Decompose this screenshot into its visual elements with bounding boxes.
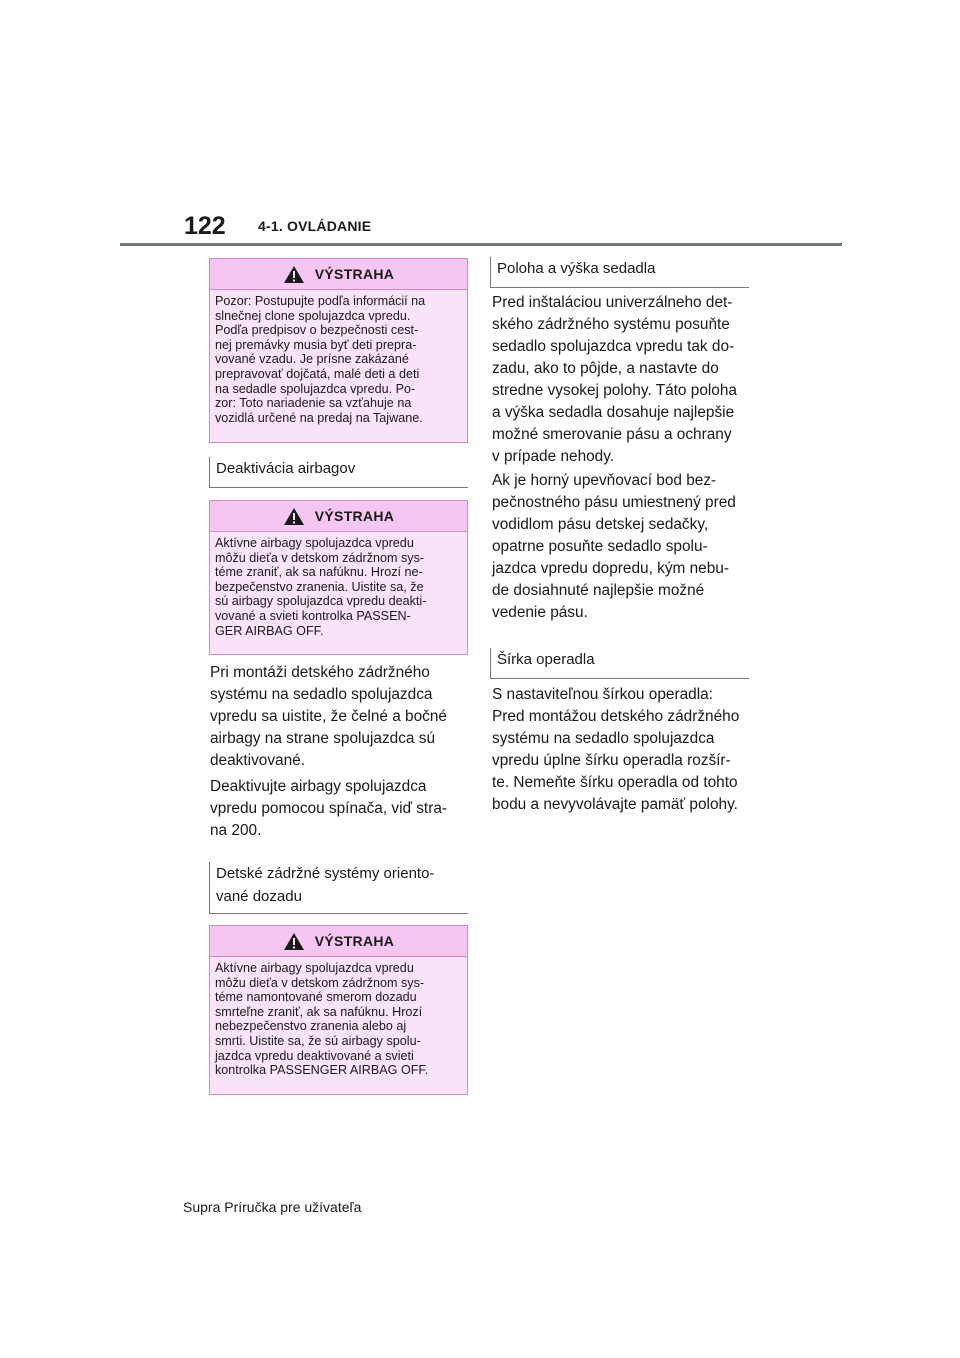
- text-line: kontrolka PASSENGER AIRBAG OFF.: [215, 1063, 429, 1078]
- text-line: GER AIRBAG OFF.: [215, 623, 324, 638]
- text-line: nej premávky musia byť deti prepra-: [215, 337, 417, 352]
- text-line: vané dozadu: [216, 888, 302, 905]
- text-line: pečnostného pásu umiestnený pred: [492, 494, 736, 511]
- warning-header: [210, 926, 467, 957]
- body-paragraph: [492, 292, 737, 468]
- text-line: prepravovať dojčatá, malé deti a deti: [215, 366, 420, 381]
- text-line: Detské zádržné systémy oriento-: [216, 865, 435, 882]
- section-heading: [209, 862, 468, 914]
- body-paragraph: [210, 776, 447, 842]
- text-line: môžu dieťa v detskom zádržnom sys-: [215, 975, 425, 990]
- text-line: airbagy na strane spolujazdca sú: [210, 730, 436, 747]
- section-heading: [490, 257, 749, 288]
- text-line: opatrne posuňte sedadlo spolu-: [492, 538, 708, 555]
- warning-text: [210, 290, 467, 431]
- warning-box: [209, 500, 468, 655]
- text-line: systému na sedadlo spolujazdca: [492, 730, 715, 747]
- text-line: systému na sedadlo spolujazdca: [210, 686, 433, 703]
- warning-title: VÝSTRAHA: [314, 508, 395, 524]
- text-line: stredne vysokej polohy. Táto poloha: [492, 382, 737, 399]
- text-line: vedenie pásu.: [492, 604, 588, 621]
- text-line: zor: Toto nariadenie sa vzťahuje na: [215, 396, 412, 411]
- text-line: môžu dieťa v detskom zádržnom sys-: [215, 550, 425, 565]
- section-heading: [490, 648, 749, 679]
- text-line: Pri montáži detského zádržného: [210, 664, 430, 681]
- text-line: smrti. Uistite sa, že sú airbagy spolu-: [215, 1033, 421, 1048]
- text-line: jazdca vpredu dopredu, kým nebu-: [492, 560, 729, 577]
- text-line: zadu, ako to pôjde, a nastavte do: [492, 360, 719, 377]
- text-line: téme zraniť, ak sa nafúknu. Hrozí ne-: [215, 565, 423, 580]
- text-line: a výška sedadla dosahuje najlepšie: [492, 404, 735, 421]
- text-line: Deaktivujte airbagy spolujazdca: [210, 778, 427, 795]
- text-line: na 200.: [210, 822, 262, 839]
- text-line: na sedadle spolujazdca vpredu. Po-: [215, 381, 416, 396]
- text-line: Pozor: Postupujte podľa informácií na: [215, 294, 426, 308]
- warning-text: [210, 957, 467, 1084]
- text-line: deaktivované.: [210, 752, 305, 769]
- text-line: vpredu pomocou spínača, viď stra-: [210, 800, 448, 817]
- warning-header: [210, 501, 467, 532]
- text-line: smrteľne zraniť, ak sa nafúknu. Hrozí: [215, 1004, 423, 1019]
- text-line: te. Nemeňte šírku operadla od tohto: [492, 774, 738, 791]
- text-line: vpredu sa uistite, že čelné a bočné: [210, 708, 447, 725]
- text-line: vodidlom pásu detskej sedačky,: [492, 516, 709, 533]
- text-line: ského zádržného systému posuňte: [492, 316, 730, 333]
- warning-triangle-icon: [283, 932, 305, 951]
- text-line: sú airbagy spolujazdca vpredu deakti-: [215, 594, 427, 609]
- text-line: v prípade nehody.: [492, 448, 615, 465]
- warning-box: [209, 925, 468, 1095]
- warning-triangle-icon: [283, 265, 305, 284]
- warning-text: [210, 532, 467, 644]
- footer-title: Supra Príručka pre užívateľa: [183, 1199, 362, 1215]
- text-line: možné smerovanie pásu a ochrany: [492, 426, 732, 443]
- text-line: sedadlo spolujazdca vpredu tak do-: [492, 338, 735, 355]
- text-line: Deaktivácia airbagov: [216, 460, 356, 477]
- text-line: nebezpečenstvo zranenia alebo aj: [215, 1019, 407, 1034]
- text-line: Ak je horný upevňovací bod bez-: [492, 472, 717, 489]
- header-divider: [120, 243, 842, 246]
- section-heading: [209, 457, 468, 488]
- warning-header: [210, 259, 467, 290]
- body-paragraph: [492, 470, 736, 624]
- text-line: Šírka operadla: [497, 651, 595, 668]
- chapter-title: 4-1. OVLÁDANIE: [258, 218, 372, 234]
- warning-triangle-icon: [283, 507, 305, 526]
- text-line: de dosiahnuté najlepšie možné: [492, 582, 705, 599]
- page-number: 122: [184, 212, 226, 240]
- text-line: Poloha a výška sedadla: [497, 260, 656, 277]
- text-line: bezpečenstvo zranenia. Uistite sa, že: [215, 579, 424, 594]
- text-line: vované a svieti kontrolka PASSEN-: [215, 608, 411, 623]
- text-line: Pred montážou detského zádržného: [492, 708, 740, 725]
- text-line: vpredu úplne šírku operadla rozšír-: [492, 752, 731, 769]
- text-line: bodu a nevyvolávajte pamäť polohy.: [492, 796, 738, 813]
- text-line: Podľa predpisov o bezpečnosti cest-: [215, 323, 419, 338]
- warning-box: [209, 258, 468, 443]
- text-line: Pred inštaláciou univerzálneho det-: [492, 294, 733, 311]
- text-line: slnečnej clone spolujazdca vpredu.: [215, 308, 411, 323]
- text-line: téme namontované smerom dozadu: [215, 990, 417, 1005]
- text-line: jazdca vpredu deaktivované a svieti: [215, 1048, 414, 1063]
- body-paragraph: [492, 684, 739, 816]
- warning-title: VÝSTRAHA: [314, 933, 395, 949]
- text-line: vované vzadu. Je prísne zakázané: [215, 352, 409, 367]
- text-line: Aktívne airbagy spolujazdca vpredu: [215, 961, 414, 975]
- text-line: vozidlá určené na predaj na Tajwane.: [215, 410, 423, 425]
- text-line: S nastaviteľnou šírkou operadla:: [492, 686, 713, 703]
- warning-title: VÝSTRAHA: [314, 266, 395, 282]
- text-line: Aktívne airbagy spolujazdca vpredu: [215, 536, 414, 550]
- body-paragraph: [210, 662, 447, 772]
